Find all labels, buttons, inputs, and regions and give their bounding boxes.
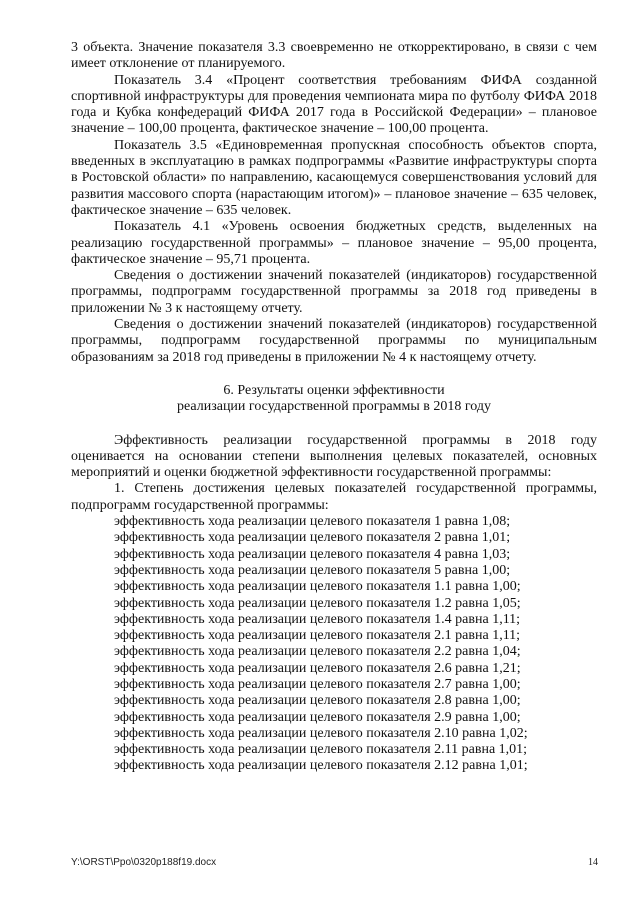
footer-file-path: Y:\ORST\Ppo\0320p188f19.docx xyxy=(71,857,217,868)
list-item: эффективность хода реализации целевого показателя 2.11 равна 1,01; xyxy=(114,742,528,758)
paragraph-appendix-3: Сведения о достижении значений показателей (индикаторов) государственной программы, подпрограмм государственной программы за 2018 год приведены в приложении № 3 к настоящему отчету. xyxy=(71,268,597,316)
paragraph-indicator-3-5: Показатель 3.5 «Единовременная пропускная способность объектов спорта, введенных в эксплуатацию в рамках подпрограммы «Развитие инфраструктуры спорта в Ростовской области» по направлению, касающемуся совершенствования условий для развития массового спорта (нарастающим итогом)» – плановое значение – 635 человек, фактическое значение – 635 человек. xyxy=(71,137,597,218)
section-heading-line-1: 6. Результаты оценки эффективности xyxy=(223,382,445,398)
efficiency-list xyxy=(71,514,597,775)
list-item: эффективность хода реализации целевого показателя 2 равна 1,01; xyxy=(114,530,511,546)
list-item: эффективность хода реализации целевого показателя 2.8 равна 1,00; xyxy=(114,693,521,709)
list-item: эффективность хода реализации целевого показателя 1 равна 1,08; xyxy=(114,514,511,530)
section-heading xyxy=(71,383,597,416)
paragraph-indicator-4-1: Показатель 4.1 «Уровень освоения бюджетных средств, выделенных на реализацию государственной программы» – плановое значение – 95,00 процента, фактическое значение – 95,71 процента. xyxy=(71,219,597,267)
list-item: эффективность хода реализации целевого показателя 2.6 равна 1,21; xyxy=(114,660,521,676)
list-item: эффективность хода реализации целевого показателя 2.10 равна 1,02; xyxy=(114,725,528,741)
paragraph-indicator-3-4: Показатель 3.4 «Процент соответствия требованиям ФИФА созданной спортивной инфраструктуры для проведения чемпионата мира по футболу ФИФА 2018 года и Кубка конфедераций ФИФА 2017 года в Российской Федерации» – плановое значение – 100,00 процента, фактическое значение – 100,00 процента. xyxy=(71,72,597,137)
list-item: эффективность хода реализации целевого показателя 2.1 равна 1,11; xyxy=(114,628,521,644)
list-item: эффективность хода реализации целевого показателя 1.2 равна 1,05; xyxy=(114,595,521,611)
paragraph-continuation: 3 объекта. Значение показателя 3.3 своевременно не откорректировано, в связи с чем имеет отклонение от планируемого. xyxy=(71,40,597,72)
paragraph-degree-achievement: 1. Степень достижения целевых показателей государственной программы, подпрограмм государственной программы: xyxy=(71,481,597,513)
list-item: эффективность хода реализации целевого показателя 2.9 равна 1,00; xyxy=(114,709,521,725)
paragraph-efficiency-intro: Эффективность реализации государственной программы в 2018 году оценивается на основании степени выполнения целевых показателей, основных мероприятий и оценки бюджетной эффективности государственной программы: xyxy=(71,432,597,481)
footer-page-number: 14 xyxy=(588,857,598,868)
top-paragraphs xyxy=(71,40,597,366)
section-heading-line-2: реализации государственной программы в 2018 году xyxy=(177,399,491,415)
document-page xyxy=(71,40,597,775)
list-item: эффективность хода реализации целевого показателя 2.7 равна 1,00; xyxy=(114,676,521,692)
list-item: эффективность хода реализации целевого показателя 2.2 равна 1,04; xyxy=(114,644,521,660)
list-item: эффективность хода реализации целевого показателя 4 равна 1,03; xyxy=(114,546,511,562)
list-item: эффективность хода реализации целевого показателя 1.1 равна 1,00; xyxy=(114,579,521,595)
after-heading-paragraphs xyxy=(71,433,597,514)
list-item: эффективность хода реализации целевого показателя 1.4 равна 1,11; xyxy=(114,611,521,627)
paragraph-appendix-4: Сведения о достижении значений показателей (индикаторов) государственной программы, подпрограмм государственной программы по муниципальным образованиям за 2018 год приведены в приложении № 4 к настоящему отчету. xyxy=(71,317,597,365)
list-item: эффективность хода реализации целевого показателя 2.12 равна 1,01; xyxy=(114,758,528,774)
list-item: эффективность хода реализации целевого показателя 5 равна 1,00; xyxy=(114,562,511,578)
